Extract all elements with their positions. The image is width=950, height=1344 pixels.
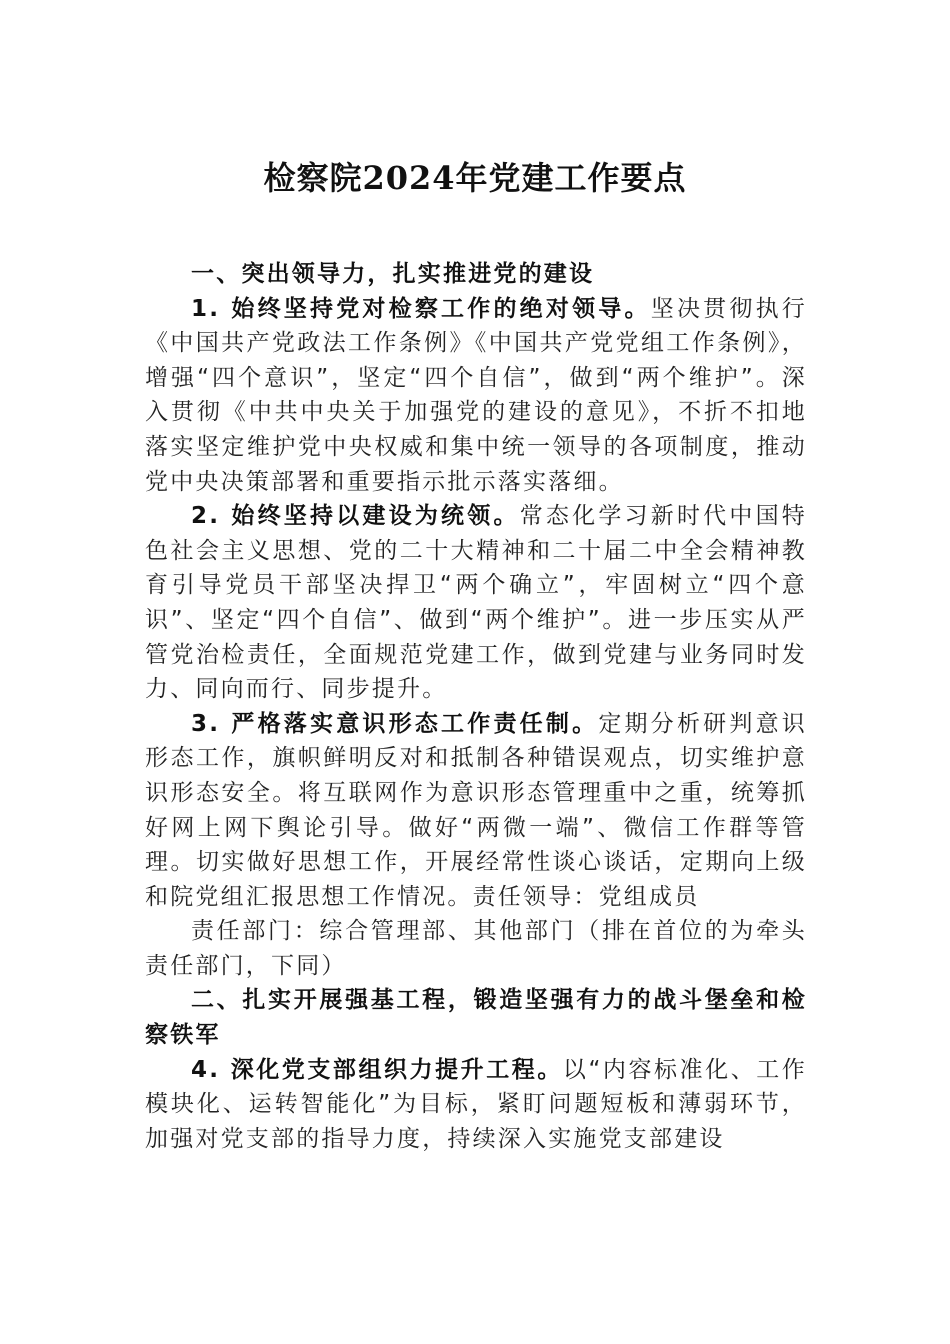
- item-text: 定期分析研判意识形态工作，旗帜鲜明反对和抵制各种错误观点，切实维护意识形态安全。将互联网作为意识形态管理重中之重，统筹抓好网上网下舆论引导。做好“两微一端”、微信工作群等管理。切实做好思想工作，开展经常性谈心谈话，定期向上级和院党组汇报思想工作情况。责任领导：党组成员: [145, 710, 807, 910]
- paragraph-item-3: [145, 707, 807, 915]
- paragraph-item-1: [145, 292, 807, 500]
- paragraph-item-2: [145, 499, 807, 707]
- item-text: 常态化学习新时代中国特色社会主义思想、党的二十大精神和二十届二中全会精神教育引导党员干部坚决捍卫“两个确立”，牢固树立“四个意识”、坚定“四个自信”、做到“两个维护”。进一步压实从严管党治检责任，全面规范党建工作，做到党建与业务同时发力、同向而行、同步提升。: [145, 503, 807, 703]
- paragraph-item-4: [145, 1053, 807, 1157]
- item-lead: 2. 始终坚持以建设为统领。: [191, 503, 520, 530]
- document-body: [145, 257, 807, 1156]
- item-lead: 4. 深化党支部组织力提升工程。: [191, 1056, 563, 1083]
- document-title: 检察院2024年党建工作要点: [263, 159, 687, 197]
- item-text: 坚决贯彻执行《中国共产党政法工作条例》《中国共产党党组工作条例》，增强“四个意识”，坚定“四个自信”，做到“两个维护”。深入贯彻《中共中央关于加强党的建设的意见》，不折不扣地落实坚定维护党中央权威和集中统一领导的各项制度，推动党中央决策部署和重要指示批示落实落细。: [145, 295, 807, 495]
- section-heading: 二、扎实开展强基工程，锻造坚强有力的战斗堡垒和检察铁军: [145, 987, 807, 1049]
- item-lead: 1. 始终坚持党对检察工作的绝对领导。: [191, 295, 651, 322]
- item-text: 以“内容标准化、工作模块化、运转智能化”为目标，紧盯问题短板和薄弱环节，加强对党支部的指导力度，持续深入实施党支部建设: [145, 1056, 808, 1152]
- responsibility-note: 责任部门：综合管理部、其他部门（排在首位的为牵头责任部门，下同）: [145, 918, 807, 979]
- item-lead: 3. 严格落实意识形态工作责任制。: [191, 710, 599, 737]
- section-heading: 一、突出领导力，扎实推进党的建设: [191, 261, 595, 287]
